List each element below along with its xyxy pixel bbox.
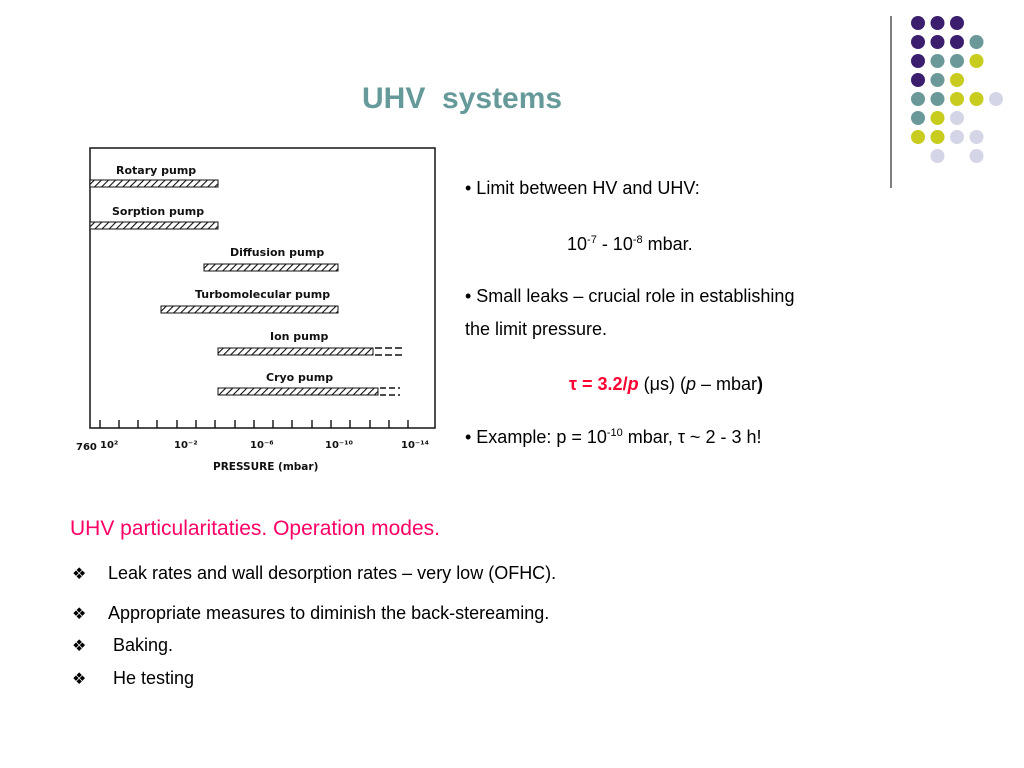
ion-pump-extension (375, 348, 403, 355)
cryo-pump-bar (218, 388, 378, 395)
decorative-dot (931, 73, 945, 87)
decorative-dot (911, 73, 925, 87)
pump-pressure-range-figure (70, 140, 455, 480)
bullet-small-leaks-line1: • Small leaks – crucial role in establishing (465, 286, 795, 306)
decorative-dot (931, 16, 945, 30)
page-title: UHV systems (362, 82, 563, 115)
label-ion-pump: Ion pump (270, 330, 329, 343)
decorative-dot (911, 92, 925, 106)
decorative-dot (911, 130, 925, 144)
diamond-bullet-icon: ❖ (72, 636, 87, 655)
decorative-dot (931, 149, 945, 163)
divider-line (890, 16, 892, 188)
diffusion-pump-bar (204, 264, 338, 271)
label-sorption-pump: Sorption pump (112, 205, 205, 218)
label-cryo-pump: Cryo pump (266, 371, 334, 384)
decorative-dot (970, 54, 984, 68)
diamond-bullet-icon: ❖ (72, 669, 87, 688)
decorative-dot (931, 54, 945, 68)
decorative-dot (950, 16, 964, 30)
list-item: ❖ Leak rates and wall desorption rates – very low (OFHC). (72, 563, 557, 583)
bullet-limit-hv-uhv: • Limit between HV and UHV: (465, 178, 700, 198)
label-rotary-pump: Rotary pump (116, 164, 197, 177)
decorative-dot (911, 111, 925, 125)
time-constant-formula: τ = 3.2/p (μs) (p – mbar) (569, 374, 763, 394)
label-diffusion-pump: Diffusion pump (230, 246, 325, 259)
list-item: ❖ Baking. (72, 635, 174, 655)
tick-1e-14: 10⁻¹⁴ (401, 440, 429, 451)
decorative-dot (970, 130, 984, 144)
decorative-dot (950, 54, 964, 68)
pressure-range: $10^{-7} - 10^{-8}$ mbar. (567, 234, 693, 254)
tick-1e2: 10² (100, 440, 119, 451)
decorative-dot (911, 54, 925, 68)
decorative-dot (911, 35, 925, 49)
bullet-small-leaks-line2: the limit pressure. (465, 319, 608, 339)
decorative-dot (989, 92, 1003, 106)
decorative-dot (950, 130, 964, 144)
decorative-dot (950, 92, 964, 106)
list-item: ❖ He testing (72, 668, 195, 688)
turbomolecular-pump-bar (161, 306, 338, 313)
axis-ticks (100, 420, 408, 428)
sorption-pump-bar (90, 222, 218, 229)
decorative-dot (970, 35, 984, 49)
rotary-pump-bar (90, 180, 218, 187)
label-turbomolecular-pump: Turbomolecular pump (195, 288, 331, 301)
decorative-dot (931, 111, 945, 125)
list-item: ❖ Appropriate measures to diminish the back-stereaming. (72, 603, 550, 623)
decorative-dot (931, 130, 945, 144)
diamond-bullet-icon: ❖ (72, 604, 87, 623)
bullet-example: • Example: $p = 10^{-10}$ mbar, τ ~ 2 - 3 h! (465, 427, 762, 447)
pump-range-diagram (70, 140, 455, 480)
decorative-dot (931, 92, 945, 106)
tick-760: 760 (76, 442, 97, 453)
decorative-dot (950, 111, 964, 125)
decorative-dot (911, 16, 925, 30)
axis-label-pressure: PRESSURE (mbar) (213, 461, 319, 473)
ion-pump-bar (218, 348, 373, 355)
section-heading: UHV particularitaties. Operation modes. (70, 517, 440, 540)
tick-1e-6: 10⁻⁶ (250, 440, 274, 451)
decorative-dot (970, 92, 984, 106)
decorative-dot (950, 35, 964, 49)
decorative-dot (970, 149, 984, 163)
cryo-pump-extension (380, 388, 400, 395)
tick-1e-10: 10⁻¹⁰ (325, 440, 353, 451)
diamond-bullet-icon: ❖ (72, 564, 87, 583)
decorative-dot (950, 73, 964, 87)
decorative-dot (931, 35, 945, 49)
tick-1e-2: 10⁻² (174, 440, 198, 451)
